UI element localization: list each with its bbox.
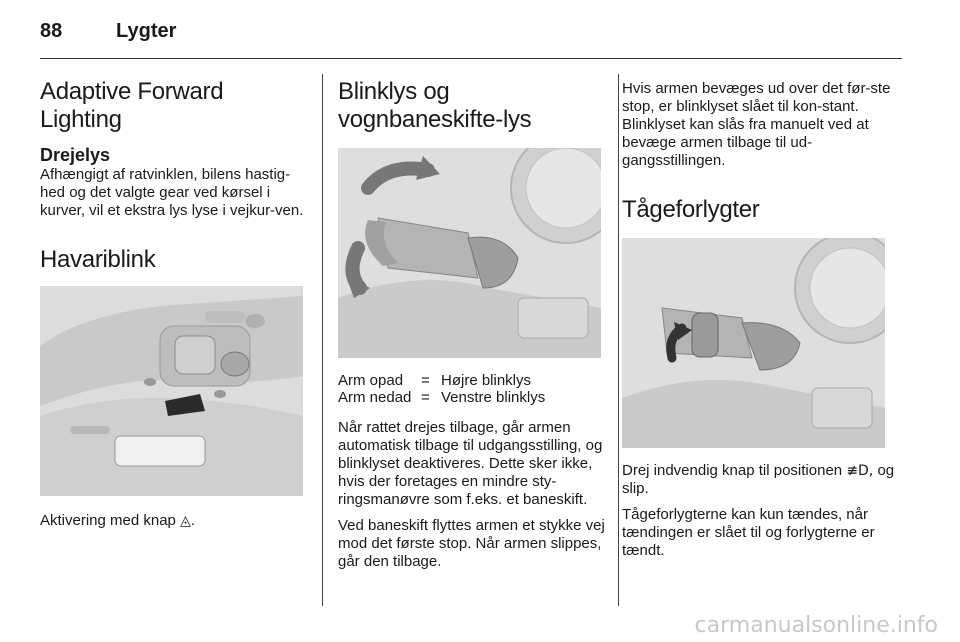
blinklys-paragraph-3: Hvis armen bevæges ud over det før-ste stop, er blinklyset slået til kon-stant. Blinklyset kan slås fra manuelt ved at bevæge armen tilbage til ud-gangsstillingen. bbox=[622, 80, 891, 169]
section-title-afl: Adaptive Forward Lighting bbox=[40, 78, 224, 133]
watermark-logo: carmanualsonline.info bbox=[694, 613, 938, 638]
fog-paragraph-1 bbox=[622, 462, 904, 498]
blinklys-paragraph-2: Ved baneskift flyttes armen et stykke vej mod det første stop. Når armen slippes, går den tilbage. bbox=[338, 517, 605, 570]
definition-term: Arm nedad bbox=[338, 389, 412, 406]
definition-separator: = bbox=[421, 372, 430, 389]
hazard-triangle-icon: ◬ bbox=[180, 513, 191, 529]
definition-value: Venstre blinklys bbox=[441, 389, 546, 406]
column-3 bbox=[622, 72, 904, 560]
section-title-havariblink: Havariblink bbox=[40, 246, 156, 273]
front-fog-light-icon: ≢D, bbox=[846, 463, 874, 479]
section-title-blinklys bbox=[338, 78, 606, 134]
header-divider bbox=[40, 58, 902, 59]
lever-definitions-table bbox=[338, 372, 606, 406]
column-2 bbox=[338, 72, 606, 571]
blinklys-paragraph-1: Når rattet drejes tilbage, går armen automatisk tilbage til udgangsstilling, og blinklyset deaktiveres. Dette sker ikke, hvis der foretages en mindre sty-ringsmanøvre som f.eks. et baneskift. bbox=[338, 419, 603, 508]
definition-separator: = bbox=[421, 389, 430, 406]
chapter-title: Lygter bbox=[116, 20, 177, 42]
hazard-caption bbox=[40, 512, 308, 530]
hazard-switch-illustration bbox=[40, 286, 303, 496]
hazard-caption-end: . bbox=[190, 512, 196, 529]
definition-term: Arm opad bbox=[338, 372, 404, 389]
definition-value: Højre blinklys bbox=[441, 372, 532, 389]
fog-paragraph-1-end: og slip. bbox=[622, 462, 895, 497]
turn-signal-lever-illustration bbox=[338, 148, 601, 358]
afl-paragraph: Afhængigt af ratvinklen, bilens hastig-hed og det valgte gear ved kørsel i kurver, vil et ekstra lys lyse i vejkur-ven. bbox=[40, 166, 304, 219]
subsection-title-drejelys: Drejelys bbox=[40, 145, 111, 165]
column-1 bbox=[40, 72, 308, 530]
fog-paragraph-2: Tågeforlygterne kan kun tændes, når tændingen er slået til og forlygterne er tændt. bbox=[622, 506, 875, 559]
column-divider-1 bbox=[322, 74, 323, 606]
page-number: 88 bbox=[40, 20, 63, 42]
fog-light-switch-illustration bbox=[622, 238, 885, 448]
hazard-caption-text: Aktivering med knap bbox=[40, 512, 176, 529]
blinklys-title-line-2: vognbaneskifte-lys bbox=[338, 106, 532, 133]
fog-paragraph-1-text: Drej indvendig knap til positionen bbox=[622, 462, 843, 479]
page-header bbox=[40, 18, 902, 58]
column-divider-2 bbox=[618, 74, 619, 606]
section-title-tageforlygter: Tågeforlygter bbox=[622, 196, 760, 223]
blinklys-title-line-1: Blinklys og bbox=[338, 78, 450, 105]
